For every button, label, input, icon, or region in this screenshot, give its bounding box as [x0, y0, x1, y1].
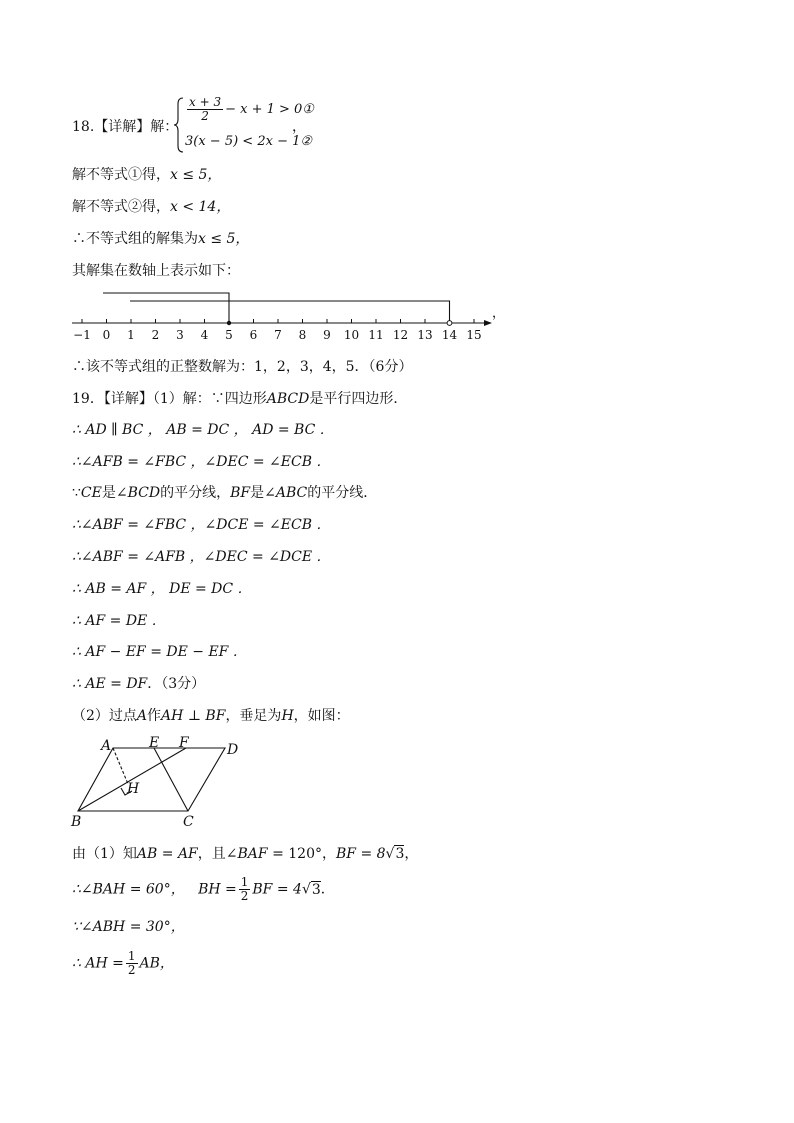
q18-line2: 解不等式②得，x < 14，: [72, 199, 231, 215]
q19-step9: ∴ AE = DF．（3分）: [72, 676, 206, 692]
q18-line3: ∴不等式组的解集为x ≤ 5，: [72, 231, 250, 247]
q19-step6: ∴ AB = AF ， DE = DC ．: [72, 581, 252, 597]
q19-step3: ∵CE是∠BCD的平分线，BF是∠ABC的平分线．: [72, 485, 378, 501]
q18-conclusion: ∴该不等式组的正整数解为：1，2，3，4，5．（6分）: [72, 359, 413, 375]
inequality-2: 3(x − 5) < 2x − 1②: [185, 134, 313, 149]
q18-line4: 其解集在数轴上表示如下：: [72, 263, 240, 279]
tick-label: 1: [127, 328, 135, 342]
tick-label: 7: [274, 328, 282, 342]
q19-calc3: ∵∠ABH = 30°，: [72, 919, 185, 935]
tick-label: 3: [176, 328, 184, 342]
sqrt-icon: √: [385, 846, 395, 862]
label-c: C: [183, 814, 194, 830]
solution-bracket-x-le-5: [103, 293, 229, 323]
tick-label: 2: [151, 328, 160, 342]
label-b: B: [71, 814, 82, 830]
q19-step1: ∴ AD ∥ BC ， AB = DC ， AD = BC ．: [72, 422, 334, 438]
label-a: A: [101, 738, 112, 754]
axis-end-mark: ，: [492, 306, 506, 321]
hollow-point-14: [447, 321, 452, 326]
tick-label: 10: [343, 328, 360, 342]
q19-calc4: ∴ AH = $\frac{1}{2}$ AB，: [72, 949, 174, 977]
segment-bf: [78, 748, 186, 811]
tick-label: 13: [417, 328, 433, 342]
system-comma: ，: [292, 119, 306, 135]
tick-label: 8: [298, 328, 307, 342]
tick-label: −1: [73, 328, 91, 342]
tick-label: 15: [466, 328, 482, 342]
q19-part2: （2）过点A作AH ⊥ BF，垂足为H，如图：: [72, 708, 350, 724]
label-d: D: [227, 742, 239, 758]
system-brace-icon: [173, 96, 185, 154]
tick-label: 12: [392, 328, 409, 342]
q19-calc1: 由（1）知AB = AF，且∠BAF = 120°，BF = 8√3，: [72, 846, 419, 862]
q19-step8: ∴ AF − EF = DE − EF ．: [72, 644, 247, 660]
q18-line1: 解不等式①得，x ≤ 5，: [72, 167, 222, 183]
q19-step2: ∴∠AFB = ∠FBC ，∠DEC = ∠ECB ．: [72, 454, 331, 470]
tick-label: 14: [441, 328, 458, 342]
label-f: F: [179, 735, 189, 751]
parallelogram-figure: [0, 733, 794, 833]
tick-label: 0: [102, 328, 111, 342]
tick-label: 6: [249, 328, 258, 342]
q19-step4: ∴∠ABF = ∠FBC ，∠DCE = ∠ECB ．: [72, 517, 331, 533]
q19-header: 19．【详解】（1）解：∵四边形ABCD是平行四边形．: [72, 391, 408, 407]
solid-point-5: [227, 321, 231, 325]
sqrt-icon: √: [301, 881, 311, 898]
q19-step7: ∴ AF = DE ．: [72, 613, 166, 629]
parallelogram-abcd: [78, 748, 225, 811]
tick-label: 11: [368, 328, 384, 342]
label-e: E: [149, 735, 160, 751]
tick-label: 5: [225, 328, 233, 342]
label-h: H: [127, 781, 140, 797]
q18-header: 18.【详解】解：: [72, 119, 179, 135]
segment-ec: [154, 748, 188, 811]
tick-label: 9: [323, 328, 331, 342]
axis-arrow-icon: [484, 320, 492, 326]
segment-ah: [113, 748, 128, 784]
number-line: [0, 285, 794, 345]
q19-step5: ∴∠ABF = ∠AFB ，∠DEC = ∠DCE ．: [72, 549, 331, 565]
inequality-1: $\frac{x + 3}{2}$ − x + 1 > 0①: [189, 95, 314, 123]
solution-bracket-x-lt-14: [130, 301, 450, 323]
q19-calc2: ∴∠BAH = 60°， BH = $\frac{1}{2}$ BF = 4√3．: [72, 875, 335, 903]
tick-label: 4: [200, 328, 209, 342]
